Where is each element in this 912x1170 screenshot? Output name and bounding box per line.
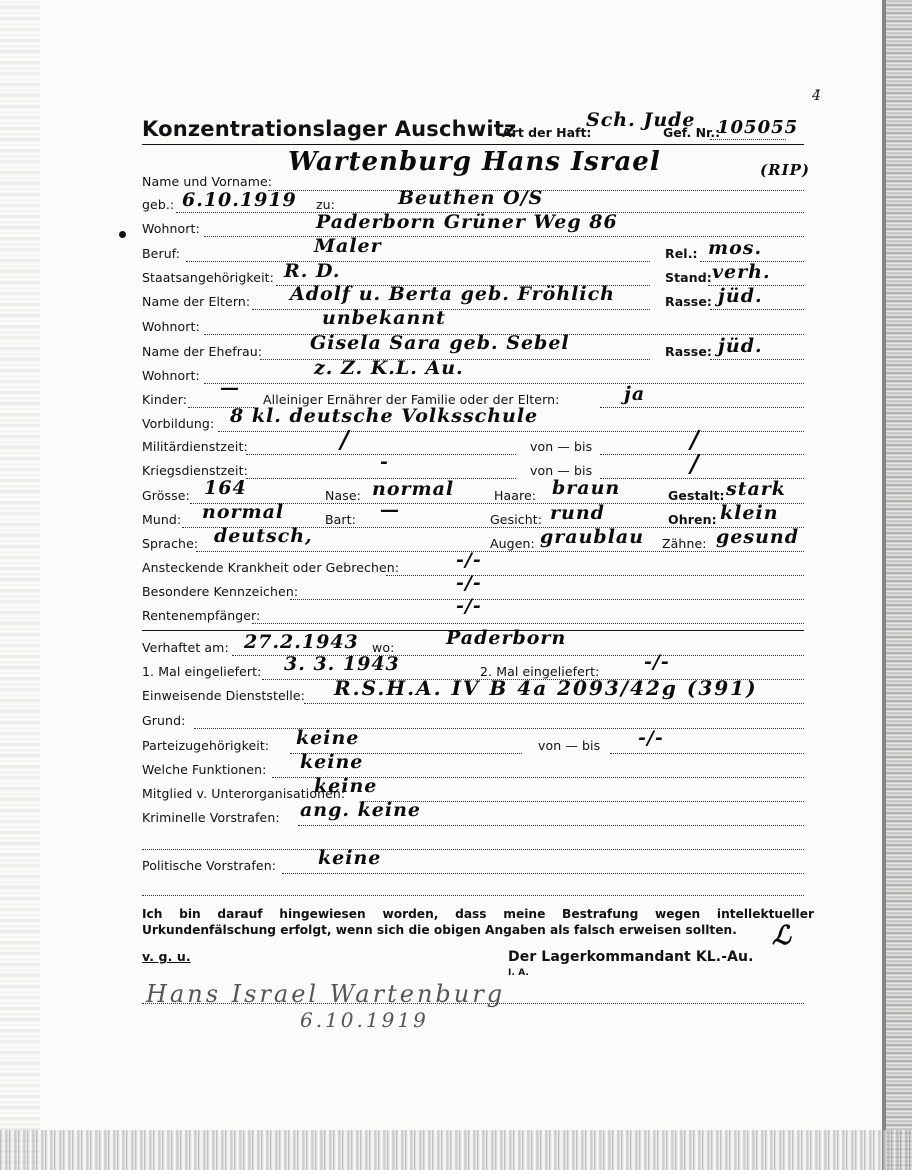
wohnort3-value: z. Z. K.L. Au. [314, 357, 464, 379]
prisoner-signature: Hans Israel Wartenburg [146, 980, 506, 1008]
staat-value: R. D. [284, 260, 341, 282]
kommandant-label: Der Lagerkommandant KL.-Au. [508, 949, 754, 965]
haare-label: Haare: [494, 488, 537, 503]
name-value: Wartenburg Hans Israel [288, 147, 661, 177]
scan-edge-right [886, 0, 912, 1170]
gesicht-label: Gesicht: [490, 512, 543, 527]
augen-label: Augen: [490, 536, 535, 551]
kriminell-label: Kriminelle Vorstrafen: [142, 810, 280, 825]
rasse-value: jüd. [718, 285, 763, 307]
krankheit-value: -/- [456, 549, 482, 571]
eltern-label: Name der Eltern: [142, 294, 251, 309]
gesicht-value: rund [550, 502, 605, 524]
hole-punch-dot [119, 231, 126, 238]
vonbis3-value: -/- [638, 727, 664, 749]
wohnort-value: Paderborn Grüner Weg 86 [316, 211, 618, 233]
stand-value: verh. [712, 261, 771, 283]
ernaehrer-value: ja [624, 383, 646, 405]
haft-label: Art der Haft: [502, 125, 592, 140]
wohnort3-line [204, 383, 804, 384]
vonbis3-label: von — bis [538, 738, 601, 753]
kriminell-value: ang. keine [300, 799, 422, 821]
dienststelle-line [304, 703, 804, 704]
rel-value: mos. [708, 237, 763, 259]
partei-value: keine [296, 727, 360, 749]
vorbildung-value: 8 kl. deutsche Volksschule [230, 405, 539, 427]
signature-date: 6.10.1919 [300, 1008, 429, 1032]
vgu-label: v. g. u. [142, 949, 191, 964]
scan-edge-bottom [0, 1130, 912, 1170]
beruf-line [186, 261, 650, 262]
rasse-label: Rasse: [665, 294, 713, 309]
staat-label: Staatsangehörigkeit: [142, 270, 274, 285]
militaer-value: / [340, 425, 350, 454]
politisch-value: keine [318, 847, 382, 869]
vonbis2-label: von — bis [530, 463, 593, 478]
mal1-value: 3. 3. 1943 [284, 653, 400, 675]
wohnort2-value: unbekannt [322, 307, 446, 329]
dienststelle-label: Einweisende Dienststelle: [142, 688, 305, 703]
rasse2-line [710, 359, 804, 360]
augen-value: graublau [540, 526, 645, 548]
declaration-note: Ich bin darauf hingewiesen worden, dass meine Bestrafung wegen intellektueller Urkundenfälschung erfolgt, wenn sich die obigen Angaben als falsch erweisen sollten. [142, 907, 814, 937]
verhaftet-value: 27.2.1943 [244, 631, 359, 653]
wohnort3-label: Wohnort: [142, 368, 200, 383]
vonbis1-line [600, 454, 804, 455]
krankheit-line [386, 575, 804, 576]
rip-stamp: (RIP) [760, 161, 810, 179]
sprache-label: Sprache: [142, 536, 199, 551]
beruf-value: Maler [314, 235, 382, 257]
wo-label: wo: [372, 640, 395, 655]
ohren-value: klein [720, 502, 779, 524]
mitglied-label: Mitglied v. Unterorganisationen: [142, 786, 346, 801]
kommandant-signature: ℒ [772, 921, 792, 951]
ernaehrer-line [600, 407, 804, 408]
scan-edge-shadow [882, 0, 886, 1170]
krankheit-label: Ansteckende Krankheit oder Gebrechen: [142, 560, 400, 575]
gef-nr-label: Gef. Nr.: [663, 125, 721, 140]
vorbildung-line [218, 431, 804, 432]
vonbis3-line [610, 753, 804, 754]
geb-value: 6.10.1919 [182, 189, 297, 211]
kinder-label: Kinder: [142, 392, 188, 407]
haare-value: braun [552, 477, 621, 499]
rente-label: Rentenempfänger: [142, 608, 261, 623]
geb-label: geb.: [142, 197, 175, 212]
beruf-label: Beruf: [142, 246, 181, 261]
rasse2-label: Rasse: [665, 344, 713, 359]
vonbis1-label: von — bis [530, 439, 593, 454]
mitglied-value: keine [314, 775, 378, 797]
gef-nr-line [710, 139, 786, 140]
name-label: Name und Vorname: [142, 174, 273, 189]
ehefrau-value: Gisela Sara geb. Sebel [310, 332, 570, 354]
corner-mark: 4̄ [812, 88, 821, 104]
sprache-value: deutsch, [214, 525, 313, 547]
militaer-label: Militärdienstzeit: [142, 439, 248, 454]
mal1-label: 1. Mal eingeliefert: [142, 664, 262, 679]
kinder-value: — [220, 377, 240, 399]
krieg-value: - [380, 451, 389, 473]
mund-label: Mund: [142, 512, 182, 527]
kriminell-line [298, 825, 804, 826]
rasse2-value: jüd. [718, 335, 763, 357]
eltern-line [252, 309, 650, 310]
wohnort-label: Wohnort: [142, 221, 200, 236]
funktionen-label: Welche Funktionen: [142, 762, 267, 777]
ernaehrer-label: Alleiniger Ernährer der Familie oder der Eltern: [263, 392, 560, 407]
kriminell-line2 [142, 849, 804, 850]
nase-label: Nase: [325, 488, 361, 503]
gestalt-value: stark [726, 478, 786, 500]
scan-edge-left [0, 0, 40, 1170]
rente-line [252, 623, 804, 624]
wohnort2-label: Wohnort: [142, 319, 200, 334]
gestalt-label: Gestalt: [668, 488, 725, 503]
grund-label: Grund: [142, 713, 186, 728]
dienststelle-value: R.S.H.A. IV B 4a 2093/42g (391) [334, 676, 758, 700]
vonbis1-value: / [690, 425, 700, 454]
header-rule [142, 144, 804, 145]
rente-value: -/- [456, 595, 482, 617]
haft-value: Sch. Jude [586, 109, 696, 131]
mal2-value: -/- [644, 651, 670, 673]
politisch-label: Politische Vorstrafen: [142, 858, 277, 873]
mund-value: normal [202, 501, 285, 523]
groesse-label: Grösse: [142, 488, 190, 503]
zaehne-label: Zähne: [662, 536, 707, 551]
verhaftet-label: Verhaftet am: [142, 640, 229, 655]
gef-nr-value: 105055 [717, 117, 799, 138]
krieg-label: Kriegsdienstzeit: [142, 463, 248, 478]
mal2-label: 2. Mal eingeliefert: [480, 664, 600, 679]
form-title: Konzentrationslager Auschwitz [142, 117, 517, 141]
zaehne-value: gesund [716, 526, 799, 548]
stand-label: Stand: [665, 270, 712, 285]
eltern-value: Adolf u. Berta geb. Fröhlich [290, 283, 615, 305]
funktionen-value: keine [300, 751, 364, 773]
zu-label: zu: [316, 197, 335, 212]
vorbildung-label: Vorbildung: [142, 416, 215, 431]
kennzeichen-value: -/- [456, 572, 482, 594]
ia-label: I. A. [508, 968, 529, 978]
wo-value: Paderborn [446, 627, 567, 649]
ehefrau-label: Name der Ehefrau: [142, 344, 263, 359]
grund-line [194, 728, 804, 729]
signature-line [142, 1003, 804, 1004]
rel-label: Rel.: [665, 246, 698, 261]
kennzeichen-label: Besondere Kennzeichen: [142, 584, 299, 599]
politisch-line [282, 873, 804, 874]
rasse-line [710, 309, 804, 310]
mitglied-line [362, 801, 804, 802]
kennzeichen-line [290, 599, 804, 600]
sprache-line [196, 551, 804, 552]
partei-label: Parteizugehörigkeit: [142, 738, 270, 753]
groesse-value: 164 [204, 477, 247, 499]
bart-label: Bart: [325, 512, 356, 527]
bart-value: — [380, 499, 400, 521]
vonbis2-value: / [690, 449, 700, 478]
politisch-line2 [142, 895, 804, 896]
ohren-label: Ohren: [668, 512, 717, 527]
zu-value: Beuthen O/S [398, 187, 544, 209]
nase-value: normal [372, 478, 455, 500]
